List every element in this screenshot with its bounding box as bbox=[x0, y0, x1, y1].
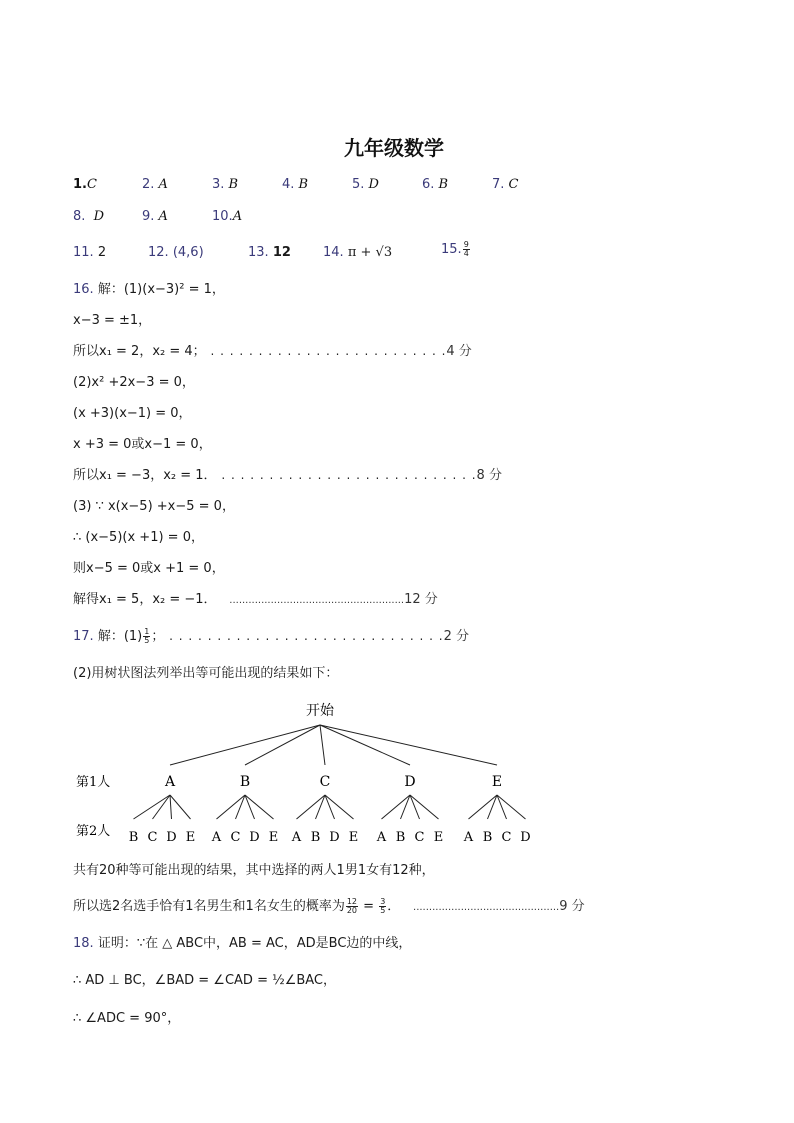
mc-item: 5. D bbox=[352, 177, 379, 192]
mc-item: 8. D bbox=[73, 209, 105, 224]
mc-item: 9. A bbox=[142, 209, 168, 224]
fill-item-15: 15. $\frac{9}{4}$ bbox=[441, 240, 469, 258]
tree-leaf-D-A: A bbox=[376, 830, 387, 845]
mc-item: 7. C bbox=[492, 177, 519, 192]
fill-item-12: 12. (4,6) bbox=[148, 245, 204, 260]
tree-leaf-A-E: E bbox=[185, 830, 196, 845]
tree-node-E: E bbox=[491, 774, 503, 790]
tree-leaf-C-A: A bbox=[291, 830, 302, 845]
fill-item-13: 13. 12 bbox=[248, 245, 291, 260]
tree-leaf-A-C: C bbox=[147, 830, 158, 845]
tree-branch bbox=[170, 795, 191, 819]
q16-line-9: ∴ (x−5)(x +1) = 0， bbox=[73, 530, 204, 545]
tree-diagram bbox=[60, 695, 560, 855]
tree-level1-label: 第1人 bbox=[76, 775, 111, 790]
tree-leaf-A-B: B bbox=[128, 830, 139, 845]
tree-leaf-D-E: E bbox=[433, 830, 444, 845]
tree-node-D: D bbox=[404, 774, 416, 790]
q18-line-3: ∴ ∠ADC = 90°， bbox=[73, 1011, 181, 1026]
q16-line-6: x +3 = 0或x−1 = 0， bbox=[73, 437, 212, 452]
q16-line-7: 所以x₁ = −3，x₂ = 1． . . . . . . . . . . . . . . . . . . . . . . . . . . .8 分 bbox=[73, 468, 502, 483]
tree-leaf-B-A: A bbox=[211, 830, 222, 845]
tree-leaf-D-C: C bbox=[414, 830, 425, 845]
tree-level1-nodes bbox=[164, 774, 502, 790]
mc-item: 6. B bbox=[422, 177, 449, 192]
mc-item: 3. B bbox=[212, 177, 239, 192]
fill-item-11: 11. 2 bbox=[73, 245, 107, 260]
tree-leaf-E-B: B bbox=[482, 830, 493, 845]
tree-leaf-D-B: B bbox=[395, 830, 406, 845]
q16-line-5: (x +3)(x−1) = 0， bbox=[73, 406, 192, 421]
tree-leaf-E-C: C bbox=[501, 830, 512, 845]
q16-line-1: 16. 解：(1)(x−3)² = 1， bbox=[73, 282, 225, 297]
tree-leaf-A-D: D bbox=[166, 830, 177, 845]
q18-line-2: ∴ AD ⊥ BC，∠BAD = ∠CAD = ½∠BAC， bbox=[73, 973, 337, 988]
tree-node-A: A bbox=[164, 774, 176, 790]
q16-line-11: 解得x₁ = 5，x₂ = −1． .......................................................12 分 bbox=[73, 592, 438, 607]
mc-item: 1.C bbox=[73, 177, 97, 192]
mc-item: 10.A bbox=[212, 209, 243, 224]
tree-leaf-C-D: D bbox=[329, 830, 340, 845]
tree-level2-nodes bbox=[129, 795, 531, 845]
tree-branch bbox=[153, 795, 171, 819]
q17-line-1: 17. 解：(1) $\frac{1}{5}$ ； . . . . . . . . . . . . . . . . . . . . . . . . . . . . .2 分 bbox=[73, 627, 470, 645]
q16-line-3: 所以x₁ = 2，x₂ = 4； . . . . . . . . . . . . . . . . . . . . . . . . .4 分 bbox=[73, 344, 472, 359]
tree-root: 开始 bbox=[306, 703, 334, 719]
mc-item: 4. B bbox=[282, 177, 309, 192]
tree-leaf-E-D: D bbox=[520, 830, 531, 845]
tree-node-C: C bbox=[319, 774, 331, 790]
fill-item-14: 14. π + √3 bbox=[323, 245, 393, 260]
tree-branch bbox=[134, 795, 171, 819]
tree-node-B: B bbox=[239, 774, 251, 790]
tree-level1-branches bbox=[170, 725, 497, 765]
tree-leaf-E-A: A bbox=[463, 830, 474, 845]
q16-line-10: 则x−5 = 0或x +1 = 0， bbox=[73, 561, 225, 576]
q16-line-2: x−3 = ±1， bbox=[73, 313, 152, 328]
tree-leaf-B-D: D bbox=[249, 830, 260, 845]
tree-leaf-C-E: E bbox=[348, 830, 359, 845]
tree-level2-label: 第2人 bbox=[76, 824, 111, 839]
tree-branch bbox=[170, 795, 172, 819]
tree-leaf-C-B: B bbox=[310, 830, 321, 845]
tree-leaf-B-C: C bbox=[230, 830, 241, 845]
page-title: 九年级数学 bbox=[344, 136, 444, 160]
q17-summary: 共有20种等可能出现的结果，其中选择的两人1男1女有12种， bbox=[73, 863, 435, 878]
q16-line-8: (3) ∵ x(x−5) +x−5 = 0， bbox=[73, 499, 235, 514]
q17-conclusion: 所以选2名选手恰有1名男生和1名女生的概率为 $\frac{12}{20}$ = $\frac{3}{5}$ ． ..............................................9 分 bbox=[73, 897, 585, 915]
q18-line-1: 18. 证明：∵在 △ ABC中，AB = AC，AD是BC边的中线， bbox=[73, 936, 412, 951]
tree-leaf-B-E: E bbox=[268, 830, 279, 845]
q16-line-4: (2)x² +2x−3 = 0， bbox=[73, 375, 195, 390]
mc-item: 2. A bbox=[142, 177, 168, 192]
q17-line-2: (2)用树状图法列举出等可能出现的结果如下： bbox=[73, 666, 339, 681]
